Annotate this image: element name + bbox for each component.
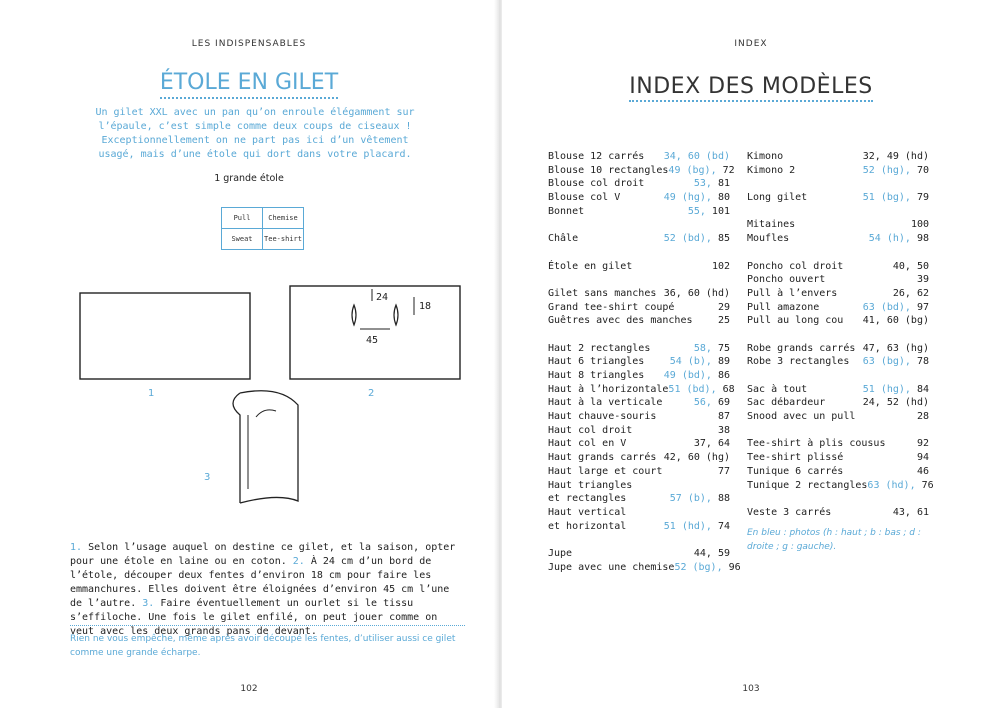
page-title-right (502, 74, 1000, 99)
entry-name: Haut chauve-souris (548, 411, 657, 423)
entry-name: Haut 8 triangles (548, 370, 645, 381)
photo-pages: 34, 60 (bd) (663, 151, 730, 162)
entry-pages (664, 150, 730, 164)
pattern-pages: 97 (910, 301, 929, 313)
index-spacer (747, 369, 929, 383)
left-page (0, 0, 498, 708)
index-entry (548, 561, 741, 575)
entry-pages (718, 424, 730, 438)
entry-pages (718, 314, 730, 328)
entry-pages (668, 383, 734, 397)
index-entry (548, 520, 730, 534)
entry-name: Étole en gilet (548, 260, 633, 272)
index-entry (548, 451, 730, 465)
index-spacer (747, 205, 929, 219)
pattern-pages: 69 (711, 397, 730, 409)
dim-24: 24 (376, 292, 389, 303)
entry-name: Poncho col droit (747, 260, 844, 272)
entry-pages (694, 547, 730, 561)
figure-2 (290, 286, 460, 399)
photo-pages: 49 (bg), (668, 164, 717, 176)
pattern-pages: 78 (910, 356, 929, 368)
photo-pages: 63 (bd), (862, 301, 911, 313)
pattern-pages: 39 (916, 274, 929, 286)
entry-name: Haut triangles (548, 479, 633, 491)
entry-pages (712, 260, 730, 274)
photo-pages: 49 (bd), (663, 370, 712, 381)
index-entry (747, 273, 929, 287)
index-entry (747, 314, 929, 328)
running-head-right: INDEX (734, 39, 768, 49)
pattern-pages: 72 (716, 164, 735, 176)
figure-1 (80, 293, 250, 399)
entry-pages (668, 164, 734, 178)
pattern-pages: 85 (711, 233, 730, 245)
pattern-pages: 75 (711, 342, 730, 354)
grid-cell: Tee-shirt (263, 229, 304, 250)
entry-pages (863, 314, 929, 328)
entry-name: Tunique 6 carrés (747, 465, 844, 477)
photo-pages: 51 (hd), (663, 520, 712, 532)
entry-name: Robe grands carrés (747, 342, 856, 354)
entry-pages (917, 451, 929, 465)
entry-name: Haut 2 rectangles (548, 342, 651, 354)
entry-pages (863, 396, 929, 410)
index-spacer (747, 424, 929, 438)
entry-pages (911, 218, 929, 232)
index-entry (747, 232, 929, 246)
entry-name: Blouse col droit (548, 178, 645, 190)
pattern-pages: 38 (717, 424, 730, 436)
entry-name: et rectangles (548, 493, 627, 505)
pattern-pages: 43, 61 (892, 506, 929, 518)
entry-name: Kimono (747, 151, 784, 162)
photo-pages: 52 (hg), (862, 164, 911, 176)
index-entry (747, 451, 929, 465)
instruction-drawings (70, 275, 470, 505)
dim-45: 45 (366, 335, 379, 346)
index-title-text: INDEX DES MODÈLES (629, 74, 872, 102)
index-entry (747, 355, 929, 369)
index-entry (548, 177, 730, 191)
entry-name: et horizontal (548, 520, 627, 532)
entry-name: Pull amazone (747, 301, 820, 313)
photo-pages: 63 (bg), (862, 356, 911, 368)
entry-pages (664, 520, 730, 534)
entry-pages (664, 191, 730, 205)
right-page (502, 0, 1000, 708)
index-entry (548, 205, 730, 219)
entry-pages (688, 205, 730, 219)
entry-name: Haut grands carrés (548, 452, 657, 464)
pattern-pages: 44, 59 (693, 547, 730, 559)
index-entry (548, 424, 730, 438)
entry-name: Poncho ouvert (747, 274, 826, 286)
step-text: Selon l’usage auquel on destine ce gilet, et la saison, opter pour une étole en laine ou en coton. (70, 542, 456, 567)
pattern-pages: 25 (717, 315, 730, 327)
intro-text: Un gilet XXL avec un pan qu’on enroule élégamment sur l’épaule, c’est simple comme deux coups de ciseaux ! Exceptionnellement on ne part pas ici d’un vêtement usagé, mais d’une étole qui dort dans votre placard. (95, 107, 415, 160)
entry-pages (893, 260, 929, 274)
pattern-pages: 79 (910, 192, 929, 204)
index-spacer (747, 492, 929, 506)
entry-name: Tee-shirt plissé (747, 452, 844, 464)
index-entry (747, 218, 929, 232)
entry-pages (718, 410, 730, 424)
index-entry (548, 369, 730, 383)
photo-pages: 52 (bd), (663, 233, 712, 245)
pattern-pages: 81 (711, 178, 730, 190)
pattern-pages: 84 (910, 383, 929, 395)
index-entry (548, 232, 730, 246)
pattern-pages: 37, 64 (693, 438, 730, 450)
entry-name: Blouse col V (548, 192, 621, 204)
index-entry (548, 191, 730, 205)
index-spacer (548, 273, 730, 287)
index-entry (548, 410, 730, 424)
garment-grid (221, 207, 304, 250)
entry-name: Mitaines (747, 219, 796, 231)
index-entry (548, 342, 730, 356)
grid-cell: Pull (222, 208, 263, 229)
entry-pages (893, 506, 929, 520)
pattern-pages: 41, 60 (bg) (862, 315, 929, 327)
index-spacer (747, 246, 929, 260)
photo-pages: 51 (bg), (862, 192, 911, 204)
entry-name: Sac à tout (747, 383, 808, 395)
step-text: Faire éventuellement un ourlet si le tissu s’effiloche. Une fois le gilet enfilé, on peut jouer comme on veut avec les deux grands pans de devant. (70, 598, 438, 637)
index-entry (747, 260, 929, 274)
running-head-left: LES INDISPENSABLES (191, 39, 307, 49)
entry-name: Grand tee-shirt coupé (548, 301, 675, 313)
entry-name: Moufles (747, 233, 790, 245)
entry-pages (863, 342, 929, 356)
index-entry (747, 164, 929, 178)
step-text: À 24 cm d’un bord de l’étole, découper deux fentes d’environ 18 cm pour faire les emmanchures. Elles doivent être éloignées d’environ 45 cm l’une de l’autre. (70, 556, 450, 609)
entry-name: Robe 3 rectangles (747, 356, 850, 368)
title-text: ÉTOLE EN GILET (160, 70, 338, 99)
index-entry (548, 301, 730, 315)
index-entry (548, 465, 730, 479)
entry-name: Haut à la verticale (548, 397, 663, 409)
entry-name: Long gilet (747, 192, 808, 204)
entry-pages (869, 232, 929, 246)
pattern-pages: 28 (916, 411, 929, 423)
entry-pages (664, 369, 730, 383)
entry-name: Jupe (548, 547, 573, 559)
index-entry (548, 287, 730, 301)
entry-pages (863, 191, 929, 205)
photo-pages: 54 (h), (868, 233, 911, 245)
pattern-pages: 36, 60 (hd) (663, 287, 730, 299)
pattern-pages: 98 (910, 233, 929, 245)
index-entry (548, 396, 730, 410)
entry-pages (718, 465, 730, 479)
index-spacer (747, 328, 929, 342)
entry-pages (718, 301, 730, 315)
page-number-left: 102 (240, 684, 258, 694)
index-entry (747, 287, 929, 301)
pattern-pages: 86 (711, 370, 730, 381)
pattern-pages: 74 (711, 520, 730, 532)
pattern-pages: 100 (910, 219, 929, 231)
entry-name: Kimono 2 (747, 164, 796, 176)
photo-pages: 49 (hg), (663, 192, 712, 204)
entry-pages (917, 437, 929, 451)
index-spacer (548, 218, 730, 232)
entry-name: Gilet sans manches (548, 287, 657, 299)
index-entry (747, 465, 929, 479)
entry-pages (694, 396, 730, 410)
entry-pages (664, 287, 730, 301)
entry-name: Bonnet (548, 205, 585, 217)
entry-pages (917, 273, 929, 287)
step-number: 1. (70, 542, 83, 553)
entry-pages (674, 561, 740, 575)
tip-note: Rien ne vous empêche, même après avoir découpé les fentes, d’utiliser aussi ce gilet comme une grande écharpe. (70, 625, 465, 660)
figure-1-label: 1 (148, 388, 155, 399)
entry-name: Tunique 2 rectangles (747, 479, 868, 491)
entry-name: Haut à l’horizontale (548, 383, 669, 395)
entry-pages (664, 451, 730, 465)
pattern-pages: 68 (716, 383, 735, 395)
entry-name: Haut large et court (548, 465, 663, 477)
pattern-pages: 102 (711, 260, 730, 272)
pattern-pages: 42, 60 (hg) (663, 452, 730, 464)
index-column-2 (747, 150, 934, 554)
figure-2-label: 2 (368, 388, 375, 399)
index-spacer (548, 533, 730, 547)
entry-name: Haut col en V (548, 438, 627, 450)
entry-pages (863, 355, 929, 369)
index-column-1 (548, 150, 741, 574)
pattern-pages: 26, 62 (892, 287, 929, 299)
entry-name: Snood avec un pull (747, 411, 856, 423)
page-number-right: 103 (742, 684, 760, 694)
index-entry (548, 150, 730, 164)
index-entry (747, 506, 929, 520)
photo-pages: 52 (bg), (674, 561, 723, 573)
entry-name: Blouse 10 rectangles (548, 164, 669, 176)
pattern-pages: 40, 50 (892, 260, 929, 272)
photo-pages: 51 (hg), (862, 383, 911, 395)
entry-name: Haut 6 triangles (548, 356, 645, 368)
index-entry (747, 479, 934, 493)
index-spacer (548, 246, 730, 260)
entry-name: Haut col droit (548, 424, 633, 436)
photo-pages: 57 (b), (669, 493, 712, 505)
entry-pages (694, 177, 730, 191)
index-entry (548, 479, 730, 493)
index-entry (548, 506, 730, 520)
figure-3 (204, 391, 298, 503)
pattern-pages: 94 (916, 452, 929, 464)
step-number: 3. (142, 598, 155, 609)
pattern-pages: 29 (717, 301, 730, 313)
entry-pages (917, 410, 929, 424)
entry-name: Châle (548, 233, 579, 245)
photo-pages: 55, (687, 205, 706, 217)
index-entry (747, 301, 929, 315)
photo-pages: 56, (693, 397, 712, 409)
pattern-pages: 47, 63 (hg) (862, 342, 929, 354)
entry-pages (694, 342, 730, 356)
pattern-pages: 24, 52 (hd) (862, 397, 929, 409)
entry-pages (863, 301, 929, 315)
index-entry (548, 260, 730, 274)
entry-pages (670, 492, 730, 506)
entry-name: Guêtres avec des manches (548, 315, 693, 327)
index-column-2-entries (747, 150, 934, 520)
index-entry (548, 355, 730, 369)
pattern-pages: 87 (717, 411, 730, 423)
index-entry (747, 191, 929, 205)
pattern-pages: 70 (910, 164, 929, 176)
index-spacer (747, 177, 929, 191)
index-entry (548, 314, 730, 328)
entry-pages (867, 479, 933, 493)
entry-name: Pull à l’envers (747, 287, 838, 299)
grid-cell: Chemise (263, 208, 304, 229)
index-entry (548, 164, 735, 178)
entry-name: Pull au long cou (747, 315, 844, 327)
entry-pages (863, 164, 929, 178)
entry-pages (670, 355, 730, 369)
pattern-pages: 92 (916, 438, 929, 450)
index-entry (747, 383, 929, 397)
index-entry (548, 383, 735, 397)
entry-pages (917, 465, 929, 479)
entry-name: Haut vertical (548, 506, 627, 518)
pattern-pages: 76 (915, 479, 934, 491)
photo-pages: 54 (b), (669, 356, 712, 368)
grid-cell: Sweat (222, 229, 263, 250)
index-entry (747, 410, 929, 424)
index-entry (548, 547, 730, 561)
index-entry (548, 437, 730, 451)
pattern-pages: 89 (711, 356, 730, 368)
page-title-left (0, 70, 498, 95)
pattern-pages: 96 (722, 561, 741, 573)
entry-name: Veste 3 carrés (747, 506, 832, 518)
figure-3-label: 3 (204, 472, 211, 483)
entry-pages (893, 287, 929, 301)
photo-pages: 58, (693, 342, 712, 354)
entry-name: Sac débardeur (747, 397, 826, 409)
pattern-pages: 101 (705, 205, 730, 217)
step-number: 2. (292, 556, 305, 567)
index-entry (747, 342, 929, 356)
pattern-pages: 77 (717, 465, 730, 477)
pattern-pages: 32, 49 (hd) (862, 151, 929, 162)
index-spacer (548, 328, 730, 342)
index-entry (747, 437, 929, 451)
index-entry (548, 492, 730, 506)
entry-pages (863, 383, 929, 397)
photo-pages: 51 (bd), (668, 383, 717, 395)
entry-name: Jupe avec une chemise (548, 561, 675, 573)
photo-pages: 53, (693, 178, 712, 190)
index-entry (747, 396, 929, 410)
entry-pages (863, 150, 929, 164)
pattern-pages: 88 (711, 493, 730, 505)
entry-name: Blouse 12 carrés (548, 151, 645, 162)
entry-name: Tee-shirt à plis cousus (747, 438, 886, 450)
materials-line: 1 grande étole (214, 173, 284, 184)
photo-pages: 63 (hd), (867, 479, 916, 491)
photo-legend: En bleu : photos (h : haut ; b : bas ; d : droite ; g : gauche). (747, 527, 921, 552)
entry-pages (694, 437, 730, 451)
entry-pages (664, 232, 730, 246)
index-entry (747, 150, 929, 164)
pattern-pages: 46 (916, 465, 929, 477)
pattern-pages: 80 (711, 192, 730, 204)
dim-18: 18 (419, 301, 432, 312)
